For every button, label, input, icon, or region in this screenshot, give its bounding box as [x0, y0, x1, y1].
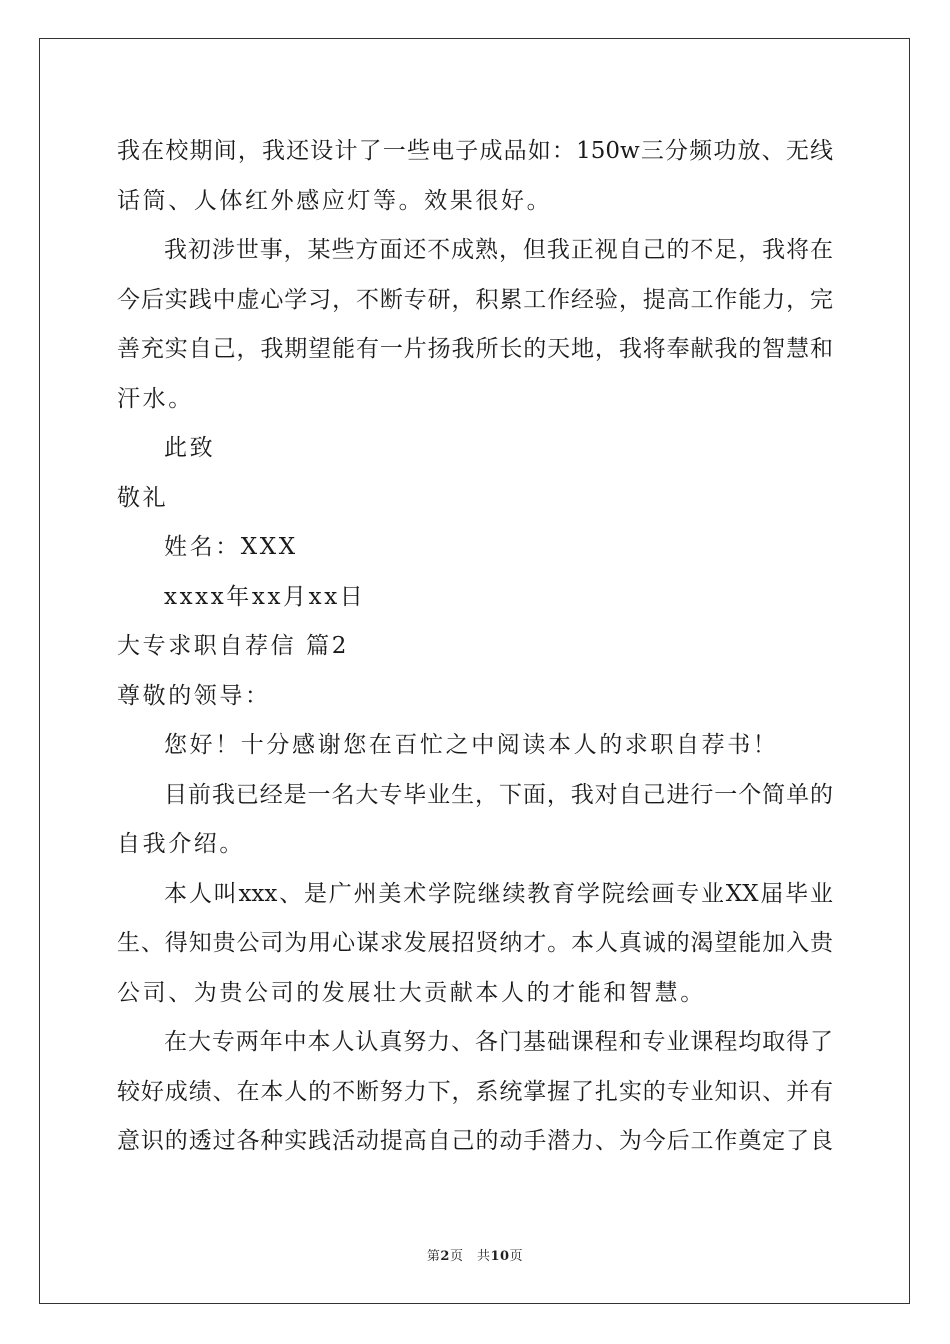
- closing-regards: 敬礼: [117, 484, 169, 511]
- current-page-number: 2: [440, 1249, 450, 1264]
- text-line: 我初涉世事，某些方面还不成熟，但我正视自己的不足，我将在: [164, 237, 833, 263]
- closing-salutation: 此致: [164, 435, 216, 461]
- text-line: 本人叫xxx、是广州美术学院继续教育学院绘画专业XX届毕业: [164, 880, 833, 907]
- text-line: 汗水。: [117, 385, 194, 412]
- text-line: 自我介绍。: [117, 831, 245, 857]
- signature-name: 姓名：XXX: [164, 534, 298, 560]
- text-line: 话筒、人体红外感应灯等。效果很好。: [117, 187, 553, 214]
- text-line: 我在校期间，我还设计了一些电子成品如：150w三分频功放、无线: [117, 138, 833, 164]
- total-page-number: 10: [490, 1249, 510, 1264]
- text-line: 今后实践中虚心学习，不断专研，积累工作经验，提高工作能力，完: [117, 286, 833, 313]
- text-line: 目前我已经是一名大专毕业生，下面，我对自己进行一个简单的: [164, 781, 833, 808]
- signature-date: xxxx年xx月xx日: [164, 583, 366, 610]
- text-line: 善充实自己，我期望能有一片扬我所长的天地，我将奉献我的智慧和: [117, 336, 833, 362]
- page-footer: [0, 1245, 950, 1264]
- text-line: 生、得知贵公司为用心谋求发展招贤纳才。本人真诚的渴望能加入贵: [117, 930, 833, 956]
- text-line: 公司、为贵公司的发展壮大贡献本人的才能和智慧。: [117, 979, 706, 1006]
- document-body: [117, 127, 833, 1167]
- text-line: 在大专两年中本人认真努力、各门基础课程和专业课程均取得了: [164, 1029, 833, 1055]
- page-suffix: 页: [509, 1249, 524, 1264]
- greeting: 尊敬的领导：: [117, 682, 271, 709]
- section-title: 大专求职自荐信 篇2: [117, 633, 349, 659]
- page-mid: 页 共: [449, 1249, 491, 1264]
- text-line: 较好成绩、在本人的不断努力下，系统掌握了扎实的专业知识、并有: [117, 1078, 833, 1105]
- text-line: 您好！十分感谢您在百忙之中阅读本人的求职自荐书！: [164, 732, 779, 758]
- page-prefix: 第: [426, 1249, 441, 1264]
- text-line: 意识的透过各种实践活动提高自己的动手潜力、为今后工作奠定了良: [117, 1128, 833, 1154]
